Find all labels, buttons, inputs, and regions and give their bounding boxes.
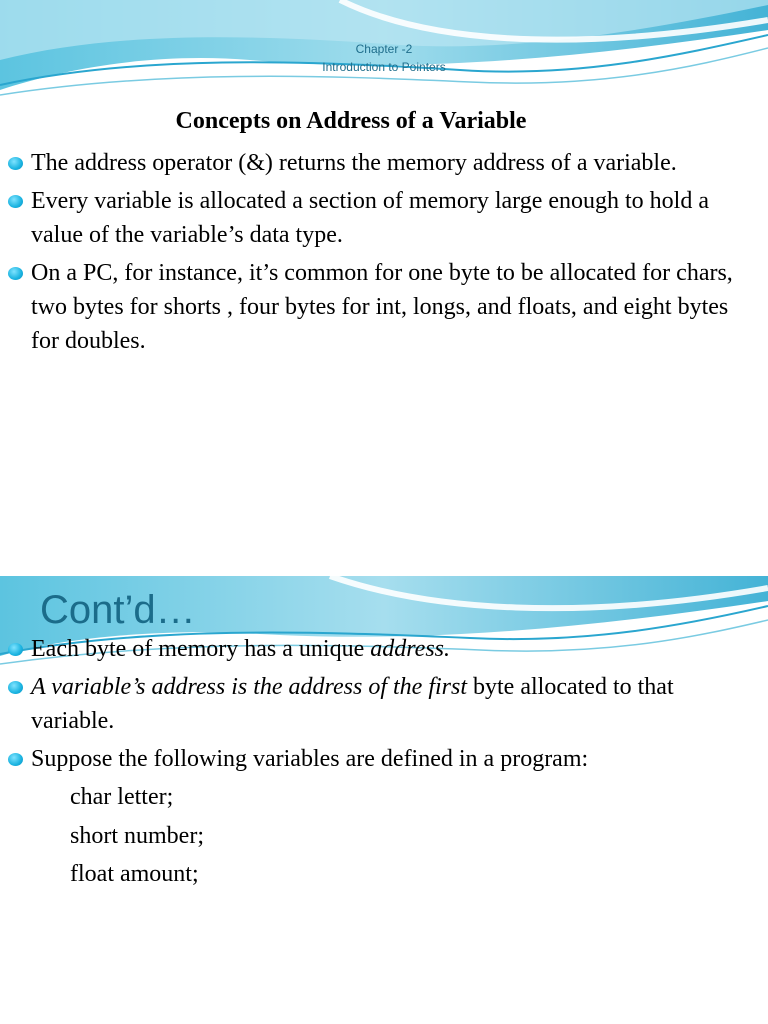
list-item: The address operator (&) returns the memory address of a variable.	[0, 146, 768, 180]
list-item: On a PC, for instance, it’s common for one byte to be allocated for chars, two bytes for shorts , four bytes for int, longs, and floats, and eight bytes for doubles.	[0, 256, 768, 358]
bullet-icon	[8, 753, 23, 766]
list-item: Each byte of memory has a unique address.	[0, 632, 768, 666]
chapter-label: Chapter -2	[355, 42, 413, 56]
list-item: Suppose the following variables are defined in a program:	[0, 742, 768, 776]
code-line: short number;	[70, 822, 204, 849]
slide-2	[0, 576, 768, 1024]
code-block	[70, 778, 204, 894]
code-line: float amount;	[70, 861, 199, 887]
bullet-list	[0, 632, 768, 780]
slide-title: Cont’d…	[40, 588, 196, 632]
list-item: Every variable is allocated a section of memory large enough to hold a value of the variable’s data type.	[0, 184, 768, 252]
bullet-icon	[8, 157, 23, 170]
chapter-subtitle: Introduction to Pointers	[322, 60, 446, 74]
bullet-list	[0, 146, 768, 362]
bullet-icon	[8, 643, 23, 656]
bullet-icon	[8, 195, 23, 208]
slide-title: Concepts on Address of a Variable	[175, 108, 527, 134]
bullet-icon	[8, 267, 23, 280]
code-line: char letter;	[70, 784, 174, 810]
bullet-icon	[8, 681, 23, 694]
list-item: A variable’s address is the address of the first byte allocated to that variable.	[0, 670, 768, 738]
